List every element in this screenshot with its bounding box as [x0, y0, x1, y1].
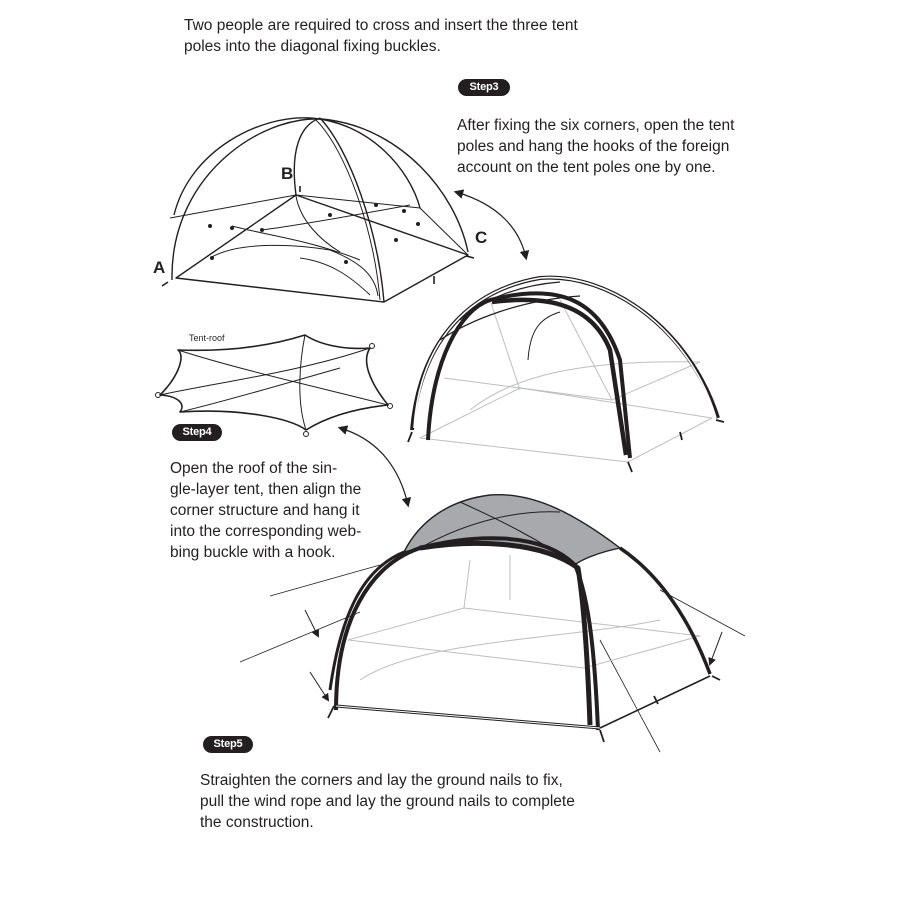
step5-text: Straighten the corners and lay the ground nails to fix, pull the wind rope and lay the ground nails to complete the construction.: [200, 772, 575, 831]
step4-badge: Step4: [172, 424, 222, 441]
step3-badge: Step3: [458, 79, 510, 96]
inner-tent-frame-figure: [162, 118, 474, 302]
step4-text: Open the roof of the sin- gle-layer tent, then align the corner structure and hang it into the corresponding web- bing buckle with a hook.: [170, 460, 362, 561]
tent-roof-figure: [156, 335, 393, 437]
corner-label-c: C: [475, 228, 488, 247]
tent-roof-label: Tent-roof: [189, 333, 225, 343]
corner-label-a: A: [153, 258, 166, 277]
step4-arrow: [340, 428, 408, 505]
step5-tent-figure: [240, 495, 745, 752]
step5-badge: Step5: [203, 736, 253, 753]
corner-label-b: B: [281, 164, 294, 183]
step3-tent-figure: [408, 278, 724, 472]
step3-text: After fixing the six corners, open the tent poles and hang the hooks of the foreign account on the tent poles one by one.: [457, 117, 735, 176]
intro-text: Two people are required to cross and insert the three tent poles into the diagonal fixing buckles.: [184, 17, 578, 55]
